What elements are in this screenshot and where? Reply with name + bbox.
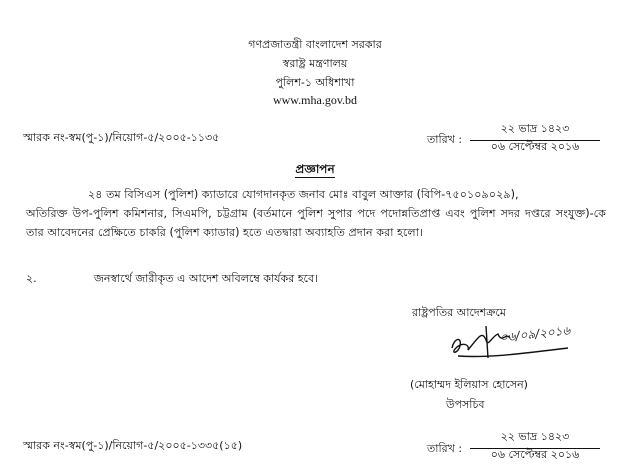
- branch-name: পুলিশ-১ অধিশাখা: [275, 76, 355, 89]
- notification-title-text: প্রজ্ঞাপন: [295, 162, 335, 176]
- paragraph2-number: ২.: [26, 272, 37, 285]
- website-link[interactable]: www.mha.gov.bd: [272, 93, 358, 107]
- signatory-designation: উপসচিব: [446, 398, 485, 411]
- handwritten-date: ০৬/০৯/২০১৬: [499, 323, 571, 345]
- government-name: গণপ্রজাতন্ত্রী বাংলাদেশ সরকার: [248, 38, 382, 51]
- date-bangla-bottom: ২২ ভাদ্র ১৪২৩: [470, 428, 600, 449]
- memo-number-bottom: স্মারক নং-স্বম(পু-১)/নিয়োগ-৫/২০০৫-১৩৩৫(১৫): [23, 439, 243, 452]
- ministry-name: স্বরাষ্ট্র মন্ত্রণালয়: [282, 57, 348, 70]
- main-paragraph-line1: ২৪ তম বিসিএস (পুলিশ) ক্যাডারে যোগদানকৃত জনাব মোঃ বাবুল আক্তার (বিপি-৭৫০১০৯০২৯),: [88, 188, 519, 201]
- main-paragraph-rest: অতিরিক্ত উপ-পুলিশ কমিশনার, সিএমপি, চট্টগ্রাম (বর্তমানে পুলিশ সুপার পদে পদোন্নতিপ্রাপ্ত এবং পুলিশ সদর দপ্তরে সংযুক্ত)-কে তার আবেদনের প্রেক্ষিতে চাকরি (পুলিশ ক্যাডার) হতে এতদ্বারা অব্যাহতি প্রদান করা হলো।: [26, 207, 606, 239]
- notification-title: [0, 161, 630, 181]
- date-label-bottom: তারিখ :: [427, 442, 463, 455]
- date-bangla-top: ২২ ভাদ্র ১৪২৩: [470, 120, 600, 141]
- date-gregorian-top: ০৬ সেপ্টেম্বর ২০১৬: [490, 140, 580, 153]
- by-order-text: রাষ্ট্রপতির আদেশক্রমে: [412, 306, 506, 319]
- date-label-top: তারিখ :: [427, 133, 463, 146]
- date-gregorian-bottom: ০৬ সেপ্টেম্বর ২০১৬: [490, 448, 580, 461]
- paragraph2-text: জনস্বার্থে জারীকৃত এ আদেশ অবিলম্বে কার্যকর হবে।: [94, 272, 319, 285]
- memo-number-top: স্মারক নং-স্বম(পু-১)/নিয়োগ-৫/২০০৫-১১৩৫: [23, 131, 220, 144]
- main-paragraph: [26, 185, 606, 242]
- signatory-name: (মোহাম্মদ ইলিয়াস হোসেন): [410, 378, 528, 391]
